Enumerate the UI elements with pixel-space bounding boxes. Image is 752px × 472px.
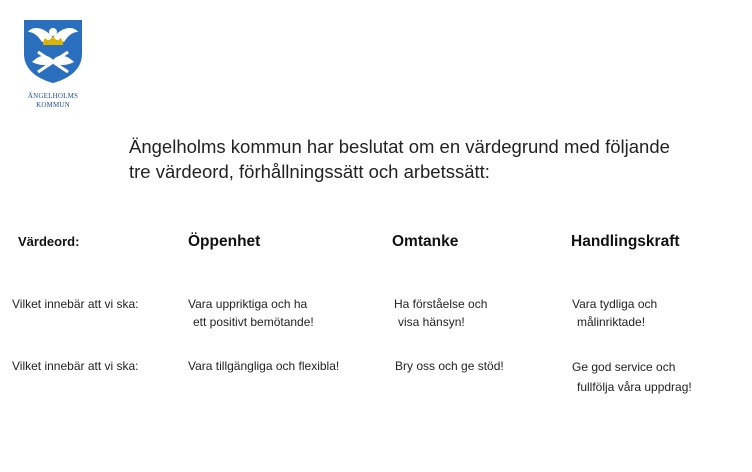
angel-on-blue-shield-icon bbox=[20, 18, 86, 84]
kommun-logo bbox=[20, 18, 86, 114]
intro-line-2: tre värdeord, förhållningssätt och arbetssätt: bbox=[129, 161, 490, 182]
cell-line: Vara tillgängliga och flexibla! bbox=[188, 359, 340, 373]
row-1-label: Vilket innebär att vi ska: bbox=[12, 297, 139, 311]
cell-line: Vara uppriktiga och ha bbox=[188, 297, 308, 311]
column-header-omtanke: Omtanke bbox=[392, 233, 459, 250]
intro-line-1: Ängelholms kommun har beslutat om en värdegrund med följande bbox=[129, 136, 670, 157]
row-1-omtanke-cell bbox=[394, 295, 487, 331]
column-header-oppenhet: Öppenhet bbox=[188, 233, 261, 250]
cell-line: fullfölja våra uppdrag! bbox=[577, 380, 692, 394]
row-1-oppenhet-cell bbox=[188, 295, 314, 331]
row-2-oppenhet-cell bbox=[188, 357, 339, 375]
cell-line: Vara tydliga och bbox=[572, 297, 658, 311]
logo-name-line1: ÄNGELHOLMS bbox=[27, 92, 79, 100]
row-1-handlingskraft-cell bbox=[572, 295, 657, 331]
cell-line: Ha förståelse och bbox=[394, 297, 488, 311]
header-label: Värdeord: bbox=[18, 234, 80, 249]
column-header-handlingskraft: Handlingskraft bbox=[571, 233, 680, 250]
cell-line: ett positivt bemötande! bbox=[193, 315, 314, 329]
cell-line: visa hänsyn! bbox=[398, 315, 465, 329]
cell-line: Bry oss och ge stöd! bbox=[395, 359, 504, 373]
cell-line: målinriktade! bbox=[577, 315, 646, 329]
cell-line: Ge god service och bbox=[572, 360, 676, 374]
logo-name-line2: KOMMUN bbox=[36, 101, 70, 109]
intro-text bbox=[129, 134, 729, 184]
row-2-handlingskraft-cell bbox=[572, 357, 692, 397]
row-2-label: Vilket innebär att vi ska: bbox=[12, 359, 139, 373]
row-2-omtanke-cell bbox=[395, 357, 504, 375]
